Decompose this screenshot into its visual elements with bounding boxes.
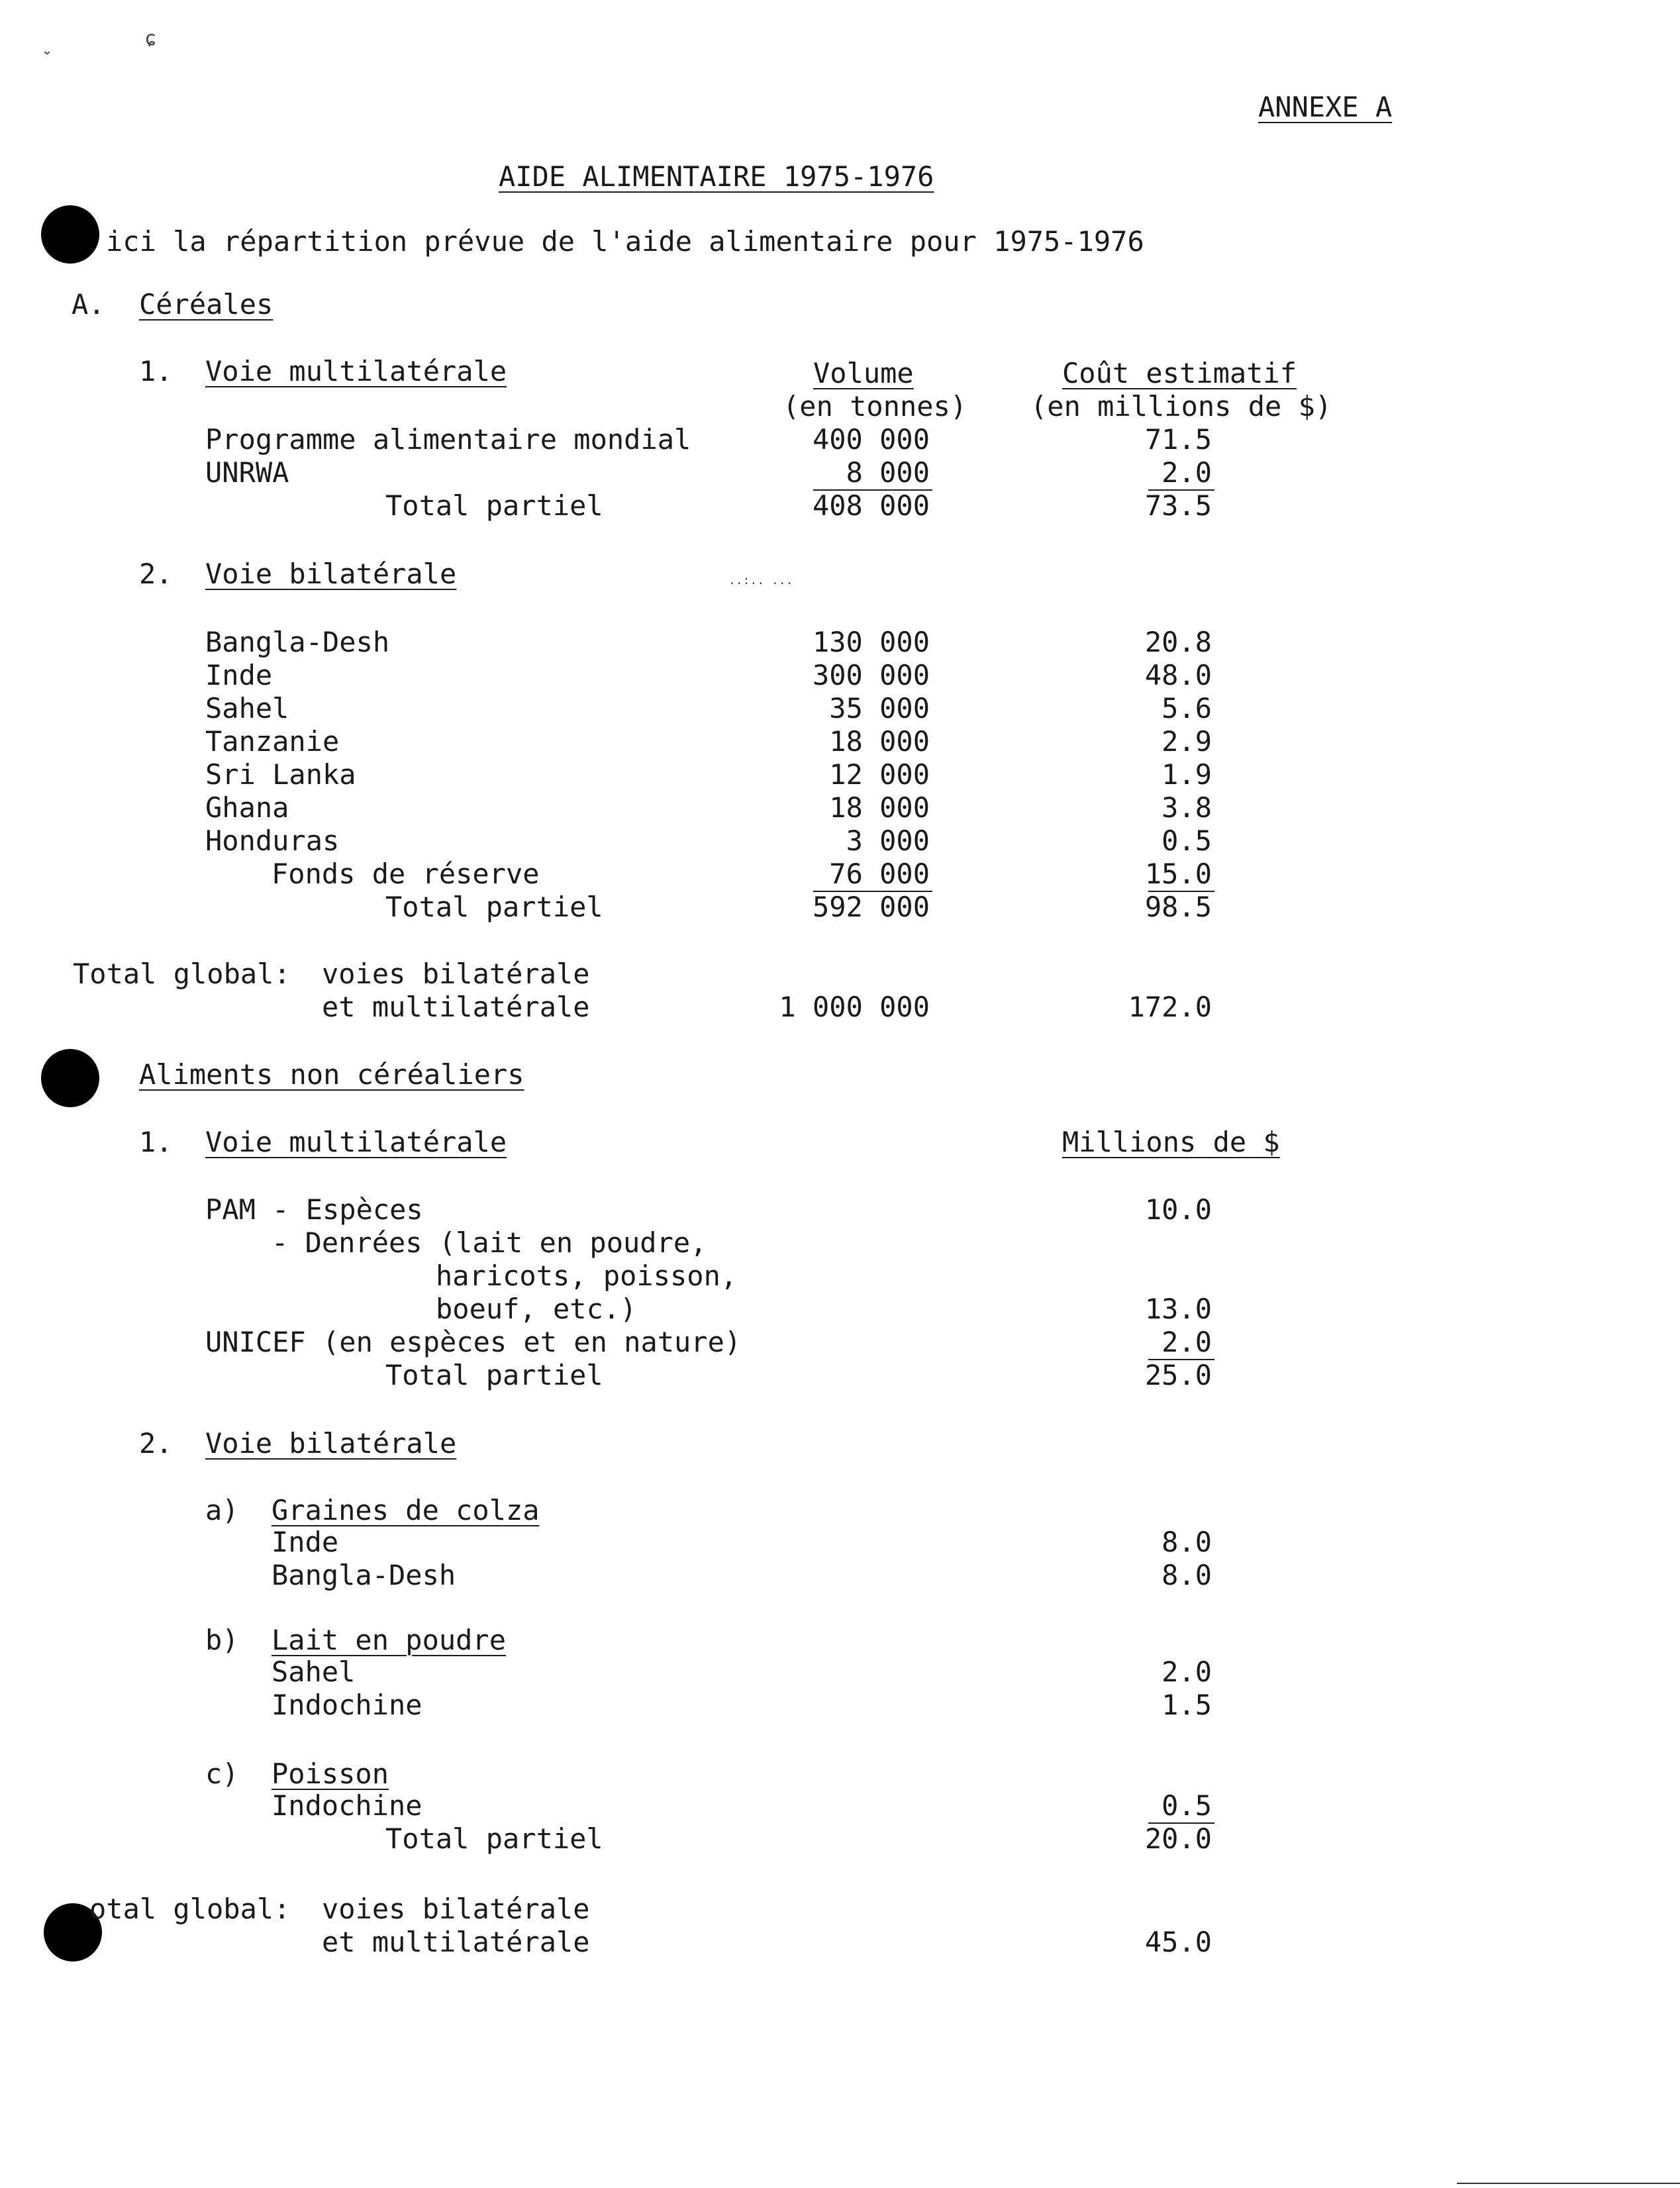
row-volume: 12 000 — [829, 758, 930, 791]
cost-column-unit: (en millions de $) — [1030, 390, 1332, 423]
denrees-value: 13.0 — [1144, 1293, 1212, 1325]
group-item-value: 2.0 — [1161, 1656, 1212, 1688]
grand-total-line2: et multilatérale — [322, 1926, 590, 1958]
row-volume: 76 000 — [829, 858, 930, 890]
row-volume: 18 000 — [829, 791, 930, 824]
denrees-label: boeuf, etc.) — [436, 1293, 637, 1325]
group-item-value: 1.5 — [1161, 1689, 1212, 1721]
row-cost: 20.8 — [1144, 626, 1212, 658]
group-item-label: Bangla-Desh — [272, 1559, 456, 1591]
b2-heading: Voie bilatérale — [205, 1427, 457, 1460]
subtotal-label: Total partiel — [385, 489, 603, 522]
subtotal-cost: 73.5 — [1144, 489, 1212, 522]
subtotal-volume: 592 000 — [812, 891, 930, 923]
intro-text: ici la répartition prévue de l'aide alimentaire pour 1975-1976 — [106, 225, 1144, 258]
group-item-value: 0.5 — [1161, 1789, 1212, 1822]
a1-number: 1. — [139, 355, 173, 387]
row-cost: 5.6 — [1161, 692, 1212, 724]
grand-total-label: otal global: — [89, 1893, 291, 1925]
row-cost: 2.0 — [1161, 456, 1212, 489]
grand-total-value: 45.0 — [1144, 1926, 1212, 1958]
grand-total-label: Total global: — [73, 958, 291, 990]
row-label: Ghana — [205, 791, 289, 824]
section-a-letter: A. — [72, 288, 105, 321]
row-label: Programme alimentaire mondial — [205, 423, 691, 456]
row-cost: 48.0 — [1144, 659, 1212, 691]
row-label: Tanzanie — [205, 725, 340, 758]
b1-number: 1. — [139, 1126, 173, 1158]
volume-column-unit: (en tonnes) — [783, 390, 967, 423]
grand-total-line1: voies bilatérale — [322, 1893, 590, 1925]
page-title: AIDE ALIMENTAIRE 1975-1976 — [499, 160, 934, 193]
b1-heading: Voie multilatérale — [205, 1126, 507, 1158]
b2-number: 2. — [139, 1427, 173, 1460]
row-volume: 3 000 — [846, 824, 930, 857]
grand-total-line1: voies bilatérale — [322, 958, 590, 990]
grand-total-cost: 172.0 — [1128, 991, 1212, 1023]
row-volume: 130 000 — [812, 626, 930, 658]
row-cost: 3.8 — [1161, 791, 1212, 824]
row-cost: 0.5 — [1161, 824, 1212, 857]
row-label: Bangla-Desh — [205, 626, 390, 658]
volume-column-header: Volume — [813, 357, 914, 389]
group-letter: a) — [205, 1494, 239, 1526]
row-cost: 1.9 — [1161, 758, 1212, 791]
row-label: Inde — [205, 659, 273, 691]
group-item-label: Inde — [272, 1526, 339, 1558]
a2-number: 2. — [139, 558, 173, 590]
row-label: UNRWA — [205, 456, 289, 489]
row-volume: 35 000 — [829, 692, 930, 724]
subtotal-cost: 98.5 — [1144, 891, 1212, 923]
group-heading: Poisson — [272, 1758, 389, 1790]
group-item-label: Indochine — [272, 1689, 422, 1721]
section-b-heading: Aliments non céréaliers — [139, 1058, 524, 1091]
row-volume: 300 000 — [812, 659, 930, 691]
punch-hole — [41, 1049, 99, 1107]
subtotal-volume: 408 000 — [812, 489, 930, 522]
group-item-label: Indochine — [272, 1789, 422, 1822]
row-volume: 400 000 — [812, 423, 930, 456]
grand-total-line2: et multilatérale — [322, 991, 590, 1023]
scan-speck: ˬ — [41, 32, 54, 56]
subtotal-label: Total partiel — [385, 1822, 603, 1855]
subtotal-label: Total partiel — [385, 1359, 603, 1391]
row-label: Honduras — [205, 824, 340, 857]
page-edge-line — [1457, 2183, 1680, 2184]
row-volume: 8 000 — [846, 456, 930, 489]
subtotal-value: 25.0 — [1144, 1359, 1212, 1391]
row-cost: 2.9 — [1161, 725, 1212, 758]
section-a-heading: Céréales — [139, 288, 273, 321]
group-heading: Lait en poudre — [272, 1624, 507, 1656]
a2-heading: Voie bilatérale — [205, 558, 457, 590]
scan-speck: ɕ — [144, 27, 157, 50]
group-item-value: 8.0 — [1161, 1559, 1212, 1591]
scan-speck: ..:.. ... — [728, 573, 793, 587]
annex-label: ANNEXE A — [1258, 91, 1393, 123]
row-cost: 71.5 — [1144, 423, 1212, 456]
subtotal-label: Total partiel — [385, 891, 603, 923]
pam-especes-label: PAM - Espèces — [205, 1193, 423, 1226]
unicef-label: UNICEF (en espèces et en nature) — [205, 1326, 742, 1358]
denrees-label: haricots, poisson, — [436, 1260, 738, 1292]
row-label: Sahel — [205, 692, 289, 724]
group-letter: b) — [205, 1624, 239, 1656]
subtotal-value: 20.0 — [1144, 1822, 1212, 1855]
row-volume: 18 000 — [829, 725, 930, 758]
unicef-value: 2.0 — [1161, 1326, 1212, 1358]
denrees-label: - Denrées (lait en poudre, — [272, 1226, 707, 1259]
group-letter: c) — [205, 1758, 239, 1790]
pam-especes-value: 10.0 — [1144, 1193, 1212, 1226]
cost-column-header: Coût estimatif — [1062, 357, 1297, 389]
group-item-label: Sahel — [272, 1656, 356, 1688]
a1-heading: Voie multilatérale — [205, 355, 507, 387]
row-label: Fonds de réserve — [272, 858, 540, 890]
row-cost: 15.0 — [1144, 858, 1212, 890]
punch-hole — [41, 205, 99, 264]
group-item-value: 8.0 — [1161, 1526, 1212, 1558]
group-heading: Graines de colza — [272, 1494, 540, 1526]
row-label: Sri Lanka — [205, 758, 356, 791]
grand-total-volume: 1 000 000 — [779, 991, 930, 1023]
millions-column-header: Millions de $ — [1062, 1126, 1280, 1158]
